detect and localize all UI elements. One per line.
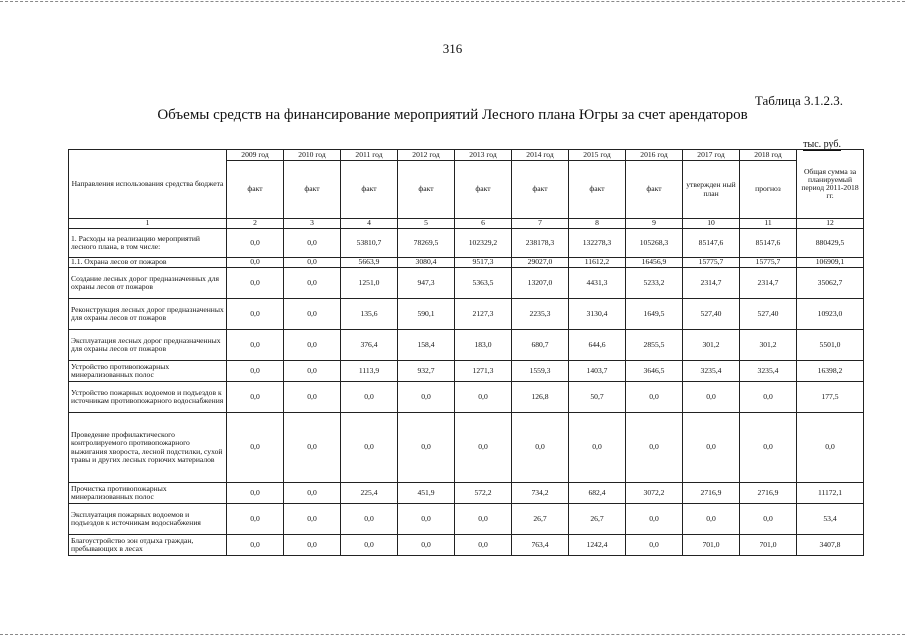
row-value: 680,7 [512,330,569,361]
row-value: 177,5 [797,382,864,413]
row-value: 644,6 [569,330,626,361]
row-value: 15775,7 [740,258,797,268]
row-value: 0,0 [740,413,797,483]
header-year: 2011 год [341,150,398,161]
row-value: 35062,7 [797,268,864,299]
row-value: 2314,7 [683,268,740,299]
row-value: 0,0 [512,413,569,483]
row-value: 932,7 [398,361,455,382]
column-number: 4 [341,219,398,229]
row-value: 1649,5 [626,299,683,330]
row-value: 682,4 [569,483,626,504]
column-number: 9 [626,219,683,229]
table-row [69,361,864,382]
row-value: 53,4 [797,504,864,535]
row-value: 0,0 [398,535,455,556]
row-value: 0,0 [626,382,683,413]
row-value: 1242,4 [569,535,626,556]
row-value: 126,8 [512,382,569,413]
header-subtype: факт [227,161,284,219]
header-subtype: факт [569,161,626,219]
scan-edge-bottom [0,634,905,635]
row-value: 2235,3 [512,299,569,330]
row-value: 0,0 [341,382,398,413]
row-value: 13207,0 [512,268,569,299]
row-value: 183,0 [455,330,512,361]
header-year: 2017 год [683,150,740,161]
row-value: 5663,9 [341,258,398,268]
row-value: 2716,9 [683,483,740,504]
row-value: 5501,0 [797,330,864,361]
header-subtype: факт [284,161,341,219]
row-value: 0,0 [284,229,341,258]
row-value: 590,1 [398,299,455,330]
row-value: 1403,7 [569,361,626,382]
row-value: 947,3 [398,268,455,299]
row-value: 238178,3 [512,229,569,258]
column-number: 11 [740,219,797,229]
row-value: 0,0 [626,413,683,483]
row-value: 15775,7 [683,258,740,268]
row-value: 0,0 [284,299,341,330]
column-number: 7 [512,219,569,229]
row-value: 0,0 [341,504,398,535]
row-value: 301,2 [683,330,740,361]
row-value: 0,0 [284,268,341,299]
row-value: 3646,5 [626,361,683,382]
row-value: 0,0 [797,413,864,483]
row-value: 53810,7 [341,229,398,258]
row-value: 0,0 [284,504,341,535]
row-value: 5363,5 [455,268,512,299]
header-subtype: факт [512,161,569,219]
row-value: 0,0 [227,382,284,413]
row-label: Создание лесных дорог предназначенных для охраны лесов от пожаров [69,268,227,299]
row-value: 85147,6 [740,229,797,258]
row-value: 451,9 [398,483,455,504]
row-value: 2314,7 [740,268,797,299]
row-value: 527,40 [740,299,797,330]
header-subtype: факт [626,161,683,219]
header-year: 2010 год [284,150,341,161]
row-value: 0,0 [284,483,341,504]
row-value: 572,2 [455,483,512,504]
row-value: 3407,8 [797,535,864,556]
row-label: Проведение профилактического контролируемого противопожарного выжигания хвороста, лесной подстилки, сухой травы и других лесных горючих материалов [69,413,227,483]
header-year: 2018 год [740,150,797,161]
row-value: 0,0 [740,504,797,535]
row-value: 1113,9 [341,361,398,382]
row-value: 3235,4 [683,361,740,382]
row-value: 0,0 [341,413,398,483]
table-row [69,535,864,556]
scan-edge-top [0,1,905,2]
row-value: 0,0 [398,382,455,413]
row-value: 2716,9 [740,483,797,504]
row-value: 0,0 [455,382,512,413]
row-value: 2855,5 [626,330,683,361]
row-value: 135,6 [341,299,398,330]
header-total: Общая сумма за планируемый период 2011-2018 гг. [797,150,864,219]
row-value: 0,0 [626,535,683,556]
row-value: 0,0 [683,413,740,483]
row-value: 50,7 [569,382,626,413]
row-value: 0,0 [227,268,284,299]
row-label: 1. Расходы на реализацию мероприятий лесного плана, в том числе: [69,229,227,258]
table-row [69,299,864,330]
row-label: 1.1. Охрана лесов от пожаров [69,258,227,268]
row-value: 763,4 [512,535,569,556]
row-value: 10923,0 [797,299,864,330]
column-number: 8 [569,219,626,229]
row-value: 132278,3 [569,229,626,258]
row-value: 0,0 [284,535,341,556]
page-number: 316 [442,41,463,56]
row-label: Эксплуатация пожарных водоемов и подъездов к источникам водоснабжения [69,504,227,535]
row-value: 0,0 [284,330,341,361]
row-value: 0,0 [284,382,341,413]
table-row [69,258,864,268]
row-value: 26,7 [512,504,569,535]
row-value: 4431,3 [569,268,626,299]
row-value: 0,0 [227,413,284,483]
table-title: Объемы средств на финансирование мероприятий Лесного плана Югры за счет арендаторов [157,107,748,123]
row-label: Прочистка противопожарных минерализованных полос [69,483,227,504]
column-number: 6 [455,219,512,229]
table-row [69,330,864,361]
header-direction: Направления использования средства бюджета [69,150,227,219]
row-value: 3072,2 [626,483,683,504]
row-value: 0,0 [455,535,512,556]
row-value: 701,0 [683,535,740,556]
row-value: 0,0 [398,504,455,535]
row-value: 301,2 [740,330,797,361]
row-value: 3130,4 [569,299,626,330]
row-label: Реконструкция лесных дорог предназначенных для охраны лесов от пожаров [69,299,227,330]
column-number: 10 [683,219,740,229]
row-value: 3080,4 [398,258,455,268]
row-value: 0,0 [683,382,740,413]
row-value: 105268,3 [626,229,683,258]
row-value: 0,0 [227,483,284,504]
row-value: 3235,4 [740,361,797,382]
row-value: 0,0 [341,535,398,556]
header-subtype: факт [341,161,398,219]
row-value: 11612,2 [569,258,626,268]
row-label: Устройство пожарных водоемов и подъездов к источникам противопожарного водоснабжения [69,382,227,413]
row-value: 0,0 [227,535,284,556]
column-number: 3 [284,219,341,229]
row-value: 1559,3 [512,361,569,382]
column-number: 12 [797,219,864,229]
table-body [69,229,864,556]
row-value: 527,40 [683,299,740,330]
header-year: 2016 год [626,150,683,161]
row-label: Эксплуатация лесных дорог предназначенных для охраны лесов от пожаров [69,330,227,361]
column-number: 2 [227,219,284,229]
row-value: 0,0 [569,413,626,483]
row-value: 376,4 [341,330,398,361]
column-number: 1 [69,219,227,229]
row-value: 0,0 [227,299,284,330]
row-value: 78269,5 [398,229,455,258]
row-value: 0,0 [227,330,284,361]
header-row-years [69,150,864,161]
table-row [69,229,864,258]
table-number: Таблица 3.1.2.3. [754,93,843,108]
header-subtype: факт [455,161,512,219]
row-value: 106909,1 [797,258,864,268]
row-label: Устройство противопожарных минерализованных полос [69,361,227,382]
header-year: 2013 год [455,150,512,161]
header-row-column-numbers [69,219,864,229]
row-value: 11172,1 [797,483,864,504]
row-value: 0,0 [740,382,797,413]
row-value: 0,0 [626,504,683,535]
row-value: 0,0 [398,413,455,483]
row-value: 880429,5 [797,229,864,258]
table-row [69,382,864,413]
row-value: 26,7 [569,504,626,535]
table-row [69,483,864,504]
header-subtype: прогноз [740,161,797,219]
row-value: 85147,6 [683,229,740,258]
row-value: 0,0 [683,504,740,535]
header-subtype: утвержден ный план [683,161,740,219]
row-value: 225,4 [341,483,398,504]
table-row [69,268,864,299]
header-year: 2015 год [569,150,626,161]
row-value: 0,0 [284,413,341,483]
row-value: 701,0 [740,535,797,556]
unit-label: тыс. руб. [803,139,841,150]
row-value: 734,2 [512,483,569,504]
row-value: 5233,2 [626,268,683,299]
row-value: 0,0 [227,229,284,258]
row-value: 0,0 [284,258,341,268]
row-value: 158,4 [398,330,455,361]
header-year: 2009 год [227,150,284,161]
row-value: 2127,3 [455,299,512,330]
column-number: 5 [398,219,455,229]
row-value: 29027,0 [512,258,569,268]
financing-table [68,149,864,556]
row-value: 102329,2 [455,229,512,258]
table-row [69,504,864,535]
row-value: 0,0 [227,504,284,535]
row-value: 0,0 [227,258,284,268]
row-value: 1251,0 [341,268,398,299]
header-year: 2014 год [512,150,569,161]
row-value: 16398,2 [797,361,864,382]
row-value: 0,0 [284,361,341,382]
row-value: 0,0 [455,413,512,483]
row-value: 0,0 [227,361,284,382]
table-row [69,413,864,483]
row-value: 9517,3 [455,258,512,268]
row-label: Благоустройство зон отдыха граждан, пребывающих в лесах [69,535,227,556]
header-subtype: факт [398,161,455,219]
row-value: 16456,9 [626,258,683,268]
header-year: 2012 год [398,150,455,161]
row-value: 1271,3 [455,361,512,382]
row-value: 0,0 [455,504,512,535]
